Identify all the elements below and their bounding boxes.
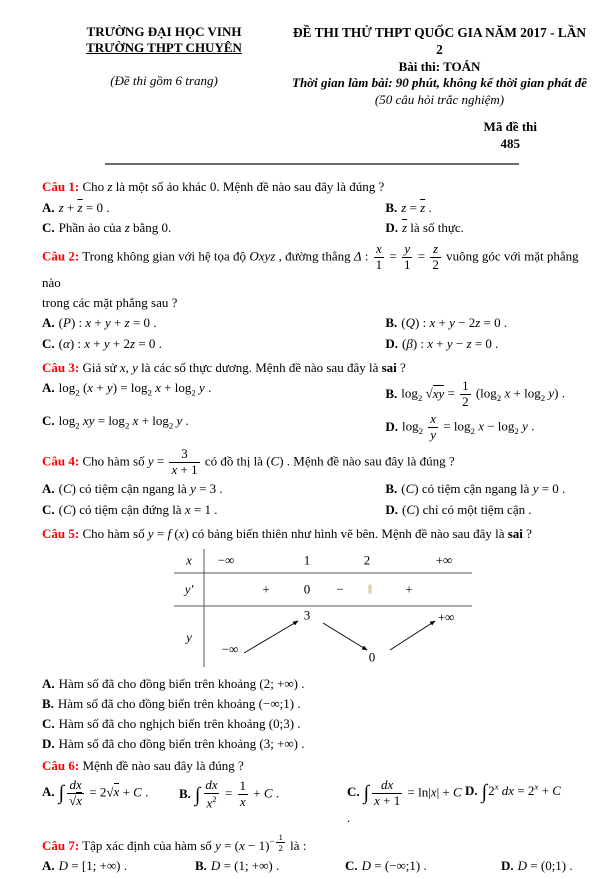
exam-code-wrap bbox=[0, 119, 615, 153]
variation-table bbox=[174, 549, 472, 671]
x-value: −∞ bbox=[217, 552, 235, 568]
options bbox=[42, 777, 587, 829]
exam-header bbox=[0, 0, 615, 109]
integral-sign: ∫ bbox=[194, 783, 201, 806]
option-a: A. $\log_2 (x + y) = \log_2 x + \log_2 y$ . bbox=[42, 380, 212, 398]
y-value: −∞ bbox=[221, 641, 239, 657]
exam-code-value: 485 bbox=[500, 136, 521, 152]
pages-note: (Đề thi gồm 6 trang) bbox=[110, 72, 218, 88]
option-key: D. bbox=[385, 220, 398, 236]
option-key: A. bbox=[42, 480, 55, 496]
fraction: $\frac{1}{2}$ bbox=[462, 378, 469, 410]
option-key: B. bbox=[385, 315, 398, 331]
option-key: B. bbox=[195, 858, 207, 874]
option-key: C. bbox=[345, 858, 358, 874]
exam-duration: Thời gian làm bài: 90 phút, không kể thời gian phát đề bbox=[292, 75, 587, 91]
sqrt: √x bbox=[69, 792, 83, 808]
row-label-y: y bbox=[186, 629, 192, 645]
question-stem: Câu 4: Cho hàm số y = $\frac{3}{x + 1}$ có đồ thị là (C) . Mệnh đề nào sau đây là đúng ? bbox=[42, 446, 455, 477]
fraction: $\frac{dx}{x + 1}$ bbox=[374, 776, 401, 808]
exam-title: ĐỀ THI THỬ THPT QUỐC GIA NĂM 2017 - LẦN 2 bbox=[293, 25, 586, 58]
exam-title-block bbox=[290, 24, 589, 109]
option-a: A. $z + \overline{z} = 0$ . bbox=[42, 199, 110, 215]
question-label: Câu 1: bbox=[42, 179, 80, 195]
option-key: C. bbox=[42, 715, 55, 731]
exam-format-note: (50 câu hỏi trắc nghiệm) bbox=[374, 92, 505, 108]
question-stem: Câu 3: Giả sử x, y là các số thực dương. Mệnh đề nào sau đây là sai ? bbox=[42, 359, 406, 375]
x-value: 2 bbox=[363, 552, 371, 568]
yprime-value: + bbox=[262, 581, 270, 597]
options bbox=[42, 856, 587, 877]
option-d: D. $\overline{z}$ là số thực. bbox=[385, 220, 464, 236]
school-block bbox=[38, 24, 290, 109]
option-a: A. Hàm số đã cho đồng biến trên khoảng (2; +∞) . bbox=[42, 676, 305, 692]
option-key: A. bbox=[42, 858, 55, 874]
option-a: A. D = [1; +∞) . bbox=[42, 858, 127, 874]
question-label: Câu 4: bbox=[42, 453, 80, 469]
fraction: $\frac{dx}{√x}$ bbox=[69, 776, 83, 808]
option-c: C. (C) có tiệm cận đứng là x = 1 . bbox=[42, 501, 218, 517]
question-stem: Câu 2: Trong không gian với hệ tọa độ Oxyz , đường thẳng Δ : $\frac{x}{1}$ = $\frac{y}{1}$ = $\frac{z}{2}$ vuông góc với mặt phẳng nào trong các mặt phẳng sau ? bbox=[42, 241, 579, 310]
option-c: C. $\log_2$ xy = $\log_2 x + \log_2 y$ . bbox=[42, 413, 189, 431]
overbar: $\overline{z}$ bbox=[401, 220, 408, 236]
option-c: C. D = (−∞;1) . bbox=[345, 858, 427, 874]
option-key: D. bbox=[385, 501, 398, 517]
yprime-value: ‖ bbox=[367, 581, 373, 597]
fraction: $\frac{z}{2}$ bbox=[432, 241, 439, 273]
option-a: A. (P) : x + y + z = 0 . bbox=[42, 315, 157, 331]
header-rule bbox=[105, 163, 519, 165]
question-7 bbox=[42, 832, 587, 877]
option-c: C. Phần ảo của z bằng 0. bbox=[42, 220, 172, 236]
school-subname: TRƯỜNG THPT CHUYÊN bbox=[86, 40, 242, 56]
option-d: D. Hàm số đã cho đồng biến trên khoảng (3; +∞) . bbox=[42, 735, 305, 751]
option-key: B. bbox=[42, 695, 54, 711]
question-2 bbox=[42, 242, 587, 355]
integral-sign: ∫ bbox=[363, 782, 370, 805]
x-value: 1 bbox=[303, 552, 311, 568]
integral-sign: ∫ bbox=[481, 780, 488, 803]
row-label-x: x bbox=[186, 552, 192, 568]
option-key: D. bbox=[465, 782, 478, 798]
fraction: $\frac{1}{x}$ bbox=[239, 778, 247, 810]
option-key: C. bbox=[42, 220, 55, 236]
option-d: D. (C) chỉ có một tiệm cận . bbox=[385, 501, 532, 517]
y-value: 3 bbox=[303, 607, 311, 623]
exam-code-label: Mã đề thi bbox=[483, 119, 537, 135]
option-d: D. ∫2$^x$ dx = $2^x + C$ bbox=[465, 780, 561, 803]
question-stem: Câu 7: Tập xác định của hàm số $y = (x - 1)^{- \frac{1}{2}}$ là : bbox=[42, 831, 307, 853]
option-key: B. bbox=[385, 199, 398, 215]
option-key: A. bbox=[42, 380, 55, 396]
question-label: Câu 2: bbox=[42, 248, 80, 264]
fraction: $\frac{3}{x + 1}$ bbox=[171, 446, 198, 477]
x-value: +∞ bbox=[435, 552, 453, 568]
option-b: B. (C) có tiệm cận ngang là y = 0 . bbox=[385, 480, 566, 496]
option-key: D. bbox=[501, 858, 514, 874]
question-label: Câu 5: bbox=[42, 525, 80, 541]
options bbox=[42, 378, 587, 444]
option-a: A. (C) có tiệm cận ngang là y = 3 . bbox=[42, 480, 223, 496]
option-b: B. ∫ $\frac{dx}{x^2}$ = $\frac{1}{x}$ + C . bbox=[179, 776, 280, 811]
overbar: $\overline{z}$ bbox=[420, 199, 426, 215]
yprime-value: + bbox=[405, 581, 413, 597]
option-key: B. bbox=[179, 785, 191, 801]
option-key: A. bbox=[42, 784, 55, 800]
overbar: $\overline{z}$ bbox=[77, 199, 83, 215]
option-key: C. bbox=[42, 335, 55, 351]
option-c: C. (α) : x + y + 2z = 0 . bbox=[42, 335, 162, 351]
option-b: B. $\log_2 √xy$ = $\frac{1}{2}$ ($\log_2$ $x + \log_2 y$) . bbox=[385, 378, 565, 410]
options bbox=[42, 198, 587, 240]
question-label: Câu 7: bbox=[42, 837, 80, 853]
row-label-yprime: y′ bbox=[184, 581, 194, 597]
option-d: D. (β) : x + y − z = 0 . bbox=[385, 335, 499, 351]
fraction: $\frac{x}{1}$ bbox=[375, 241, 383, 273]
option-key: D. bbox=[42, 735, 55, 751]
sqrt: √xy bbox=[425, 385, 445, 401]
fraction: $\frac{y}{1}$ bbox=[403, 241, 411, 273]
option-key: D. bbox=[385, 335, 398, 351]
option-d: D. $\log_2$ $\frac{x}{y}$ = $\log_2 x - \log_2 y$ . bbox=[385, 411, 535, 443]
school-name: TRƯỜNG ĐẠI HỌC VINH bbox=[86, 24, 242, 39]
option-key: B. bbox=[385, 480, 398, 496]
option-c: C. Hàm số đã cho nghịch biến trên khoảng (0;3) . bbox=[42, 715, 301, 731]
question-6 bbox=[42, 756, 587, 828]
option-b: B. (Q) : x + y − 2z = 0 . bbox=[385, 315, 508, 331]
option-c: C. ∫ $\frac{dx}{x + 1}$ = ln|x| + C . bbox=[347, 776, 462, 825]
fraction: $\frac{dx}{x^2}$ bbox=[205, 776, 218, 811]
option-key: D. bbox=[385, 418, 398, 434]
option-b: B. D = (1; +∞) . bbox=[195, 858, 280, 874]
fraction: $\frac{1}{2}$ bbox=[278, 831, 283, 853]
question-label: Câu 3: bbox=[42, 359, 80, 375]
option-d: D. D = (0;1) . bbox=[501, 858, 573, 874]
question-stem: Câu 6: Mệnh đề nào sau đây là đúng ? bbox=[42, 758, 244, 774]
option-key: A. bbox=[42, 199, 55, 215]
yprime-value: − bbox=[336, 581, 344, 597]
option-b: B. Hàm số đã cho đồng biến trên khoảng (−∞;1) . bbox=[42, 695, 301, 711]
option-key: C. bbox=[42, 413, 55, 429]
y-value: +∞ bbox=[437, 609, 455, 625]
question-label: Câu 6: bbox=[42, 758, 80, 774]
y-value: 0 bbox=[368, 649, 376, 665]
question-stem: Câu 1: Cho z là một số ảo khác 0. Mệnh đề nào sau đây là đúng ? bbox=[42, 179, 385, 195]
option-key: A. bbox=[42, 315, 55, 331]
option-b: B. $z = \overline{z}$ . bbox=[385, 199, 432, 215]
option-key: C. bbox=[347, 784, 360, 800]
question-1 bbox=[42, 177, 587, 239]
exam-subject: Bài thi: TOÁN bbox=[398, 58, 481, 74]
exam-code bbox=[484, 119, 537, 153]
question-3 bbox=[42, 358, 587, 444]
options bbox=[42, 313, 587, 355]
question-5 bbox=[42, 524, 587, 754]
integral-sign: ∫ bbox=[58, 782, 65, 805]
questions-list bbox=[0, 177, 615, 877]
question-stem: Câu 5: Cho hàm số y = f (x) có bảng biến thiên như hình vẽ bên. Mệnh đề nào sau đây là sai ? bbox=[42, 525, 532, 541]
option-key: C. bbox=[42, 501, 55, 517]
options bbox=[42, 479, 587, 521]
yprime-value: 0 bbox=[303, 581, 311, 597]
option-key: B. bbox=[385, 385, 398, 401]
option-a: A. ∫ $\frac{dx}{√x}$ = 2√x + C . bbox=[42, 776, 149, 808]
options bbox=[42, 675, 587, 753]
option-key: A. bbox=[42, 676, 55, 692]
sqrt: √x bbox=[106, 784, 120, 800]
question-4 bbox=[42, 447, 587, 521]
fraction: $\frac{x}{y}$ bbox=[430, 411, 437, 443]
